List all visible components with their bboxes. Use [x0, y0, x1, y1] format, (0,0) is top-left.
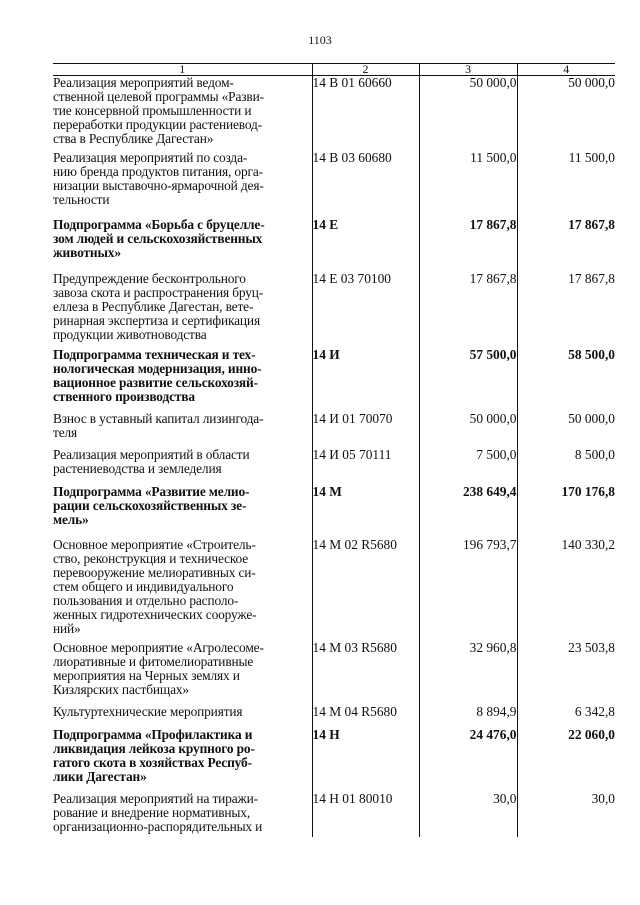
row-code: 14 И 01 70070 [312, 412, 419, 448]
row-name-line: женных гидротехнических сооруже- [53, 606, 257, 622]
row-value-col3: 50 000,0 [419, 76, 517, 151]
row-code: 14 И 05 70111 [312, 448, 419, 485]
row-name-line: стем общего и индивидуального [53, 578, 234, 594]
row-value-col4: 50 000,0 [517, 76, 615, 151]
row-name [53, 485, 312, 538]
row-name-line: нологическая модернизация, инно- [53, 360, 262, 376]
row-name-line: тельности [53, 191, 110, 207]
row-name-line: Взнос в уставный капитал лизингода- [53, 410, 264, 426]
row-name-line: Реализация мероприятий в области [53, 446, 250, 462]
row-name-line: рации сельскохозяйственных зе- [53, 497, 247, 513]
row-name-line: вационное развитие сельскохозяй- [53, 374, 258, 390]
row-value-col3: 30,0 [419, 792, 517, 837]
row-name [53, 151, 312, 218]
row-name-line: ринарная экспертиза и сертификация [53, 312, 260, 328]
row-name-line: ственной целевой программы «Разви- [53, 89, 264, 104]
table-row [53, 485, 615, 538]
row-name-line: пользования и отдельно располо- [53, 592, 239, 608]
row-code: 14 H 01 80010 [312, 792, 419, 837]
row-name-line: Подпрограмма «Борьба с бруцеллe- [53, 216, 265, 232]
row-name-line: организационно-распорядительных и [53, 818, 263, 834]
row-name-line: растениеводства и земледелия [53, 460, 222, 476]
table-row [53, 792, 615, 837]
row-name [53, 728, 312, 792]
row-name [53, 218, 312, 272]
row-value-col4: 23 503,8 [517, 641, 615, 705]
row-name-line: еллеза в Республике Дагестан, вете- [53, 298, 254, 314]
row-name [53, 641, 312, 705]
row-name-line: завоза скота и распространения бруц- [53, 284, 264, 300]
row-name-line: нию бренда продуктов питания, орга- [53, 163, 263, 179]
row-name-line: Реализация мероприятий по созда- [53, 149, 248, 165]
row-name [53, 348, 312, 412]
row-name-line: перевооружение мелиоративных си- [53, 564, 256, 580]
row-value-col3: 17 867,8 [419, 218, 517, 272]
table-row [53, 641, 615, 705]
row-name-line: Подпрограмма техническая и тех- [53, 346, 256, 362]
row-code: 14 M 04 R5680 [312, 705, 419, 728]
row-name-line: переработки продукции растениевод- [53, 117, 262, 132]
row-name-line: Культуртехнические мероприятия [53, 703, 243, 719]
row-value-col4: 170 176,8 [517, 485, 615, 538]
table-row [53, 151, 615, 218]
column-header-4: 4 [517, 64, 615, 76]
row-value-col3: 238 649,4 [419, 485, 517, 538]
row-name-line: рование и внедрение нормативных, [53, 804, 251, 820]
row-name [53, 76, 312, 151]
row-value-col4: 140 330,2 [517, 538, 615, 641]
row-name-line: теля [53, 424, 78, 440]
row-value-col4: 50 000,0 [517, 412, 615, 448]
row-name-line: лиоративные и фитомелиоративные [53, 653, 254, 669]
row-code: 14 M [312, 485, 419, 538]
row-value-col4: 30,0 [517, 792, 615, 837]
table-row [53, 272, 615, 348]
table-row [53, 705, 615, 728]
row-name-line: мель» [53, 511, 89, 527]
row-name-line: животных» [53, 244, 121, 260]
header-row [53, 64, 615, 76]
row-value-col3: 32 960,8 [419, 641, 517, 705]
row-value-col3: 196 793,7 [419, 538, 517, 641]
row-value-col4: 6 342,8 [517, 705, 615, 728]
row-name-line: Предупреждение бесконтрольного [53, 270, 246, 286]
column-header-1: 1 [53, 64, 312, 76]
row-value-col3: 17 867,8 [419, 272, 517, 348]
row-name-line: мероприятия на Черных землях и [53, 667, 240, 683]
row-name-line: Подпрограмма «Развитие мелио- [53, 483, 250, 499]
row-name-line: ство, реконструкция и техническое [53, 550, 249, 566]
table-row [53, 218, 615, 272]
row-code: 14 E 03 70100 [312, 272, 419, 348]
row-code: 14 H [312, 728, 419, 792]
row-value-col3: 50 000,0 [419, 412, 517, 448]
table-body [53, 76, 615, 837]
table-row [53, 412, 615, 448]
row-value-col3: 24 476,0 [419, 728, 517, 792]
row-name-line: лики Дагестан» [53, 768, 147, 784]
row-code: 14 B 03 60680 [312, 151, 419, 218]
row-name [53, 412, 312, 448]
row-name-line: Подпрограмма «Профилактика и [53, 726, 253, 742]
row-name-line: ства в Республике Дагестан» [53, 131, 214, 146]
row-name-line: зом людей и сельскохозяйственных [53, 230, 263, 246]
table-row [53, 728, 615, 792]
row-name [53, 272, 312, 348]
row-name [53, 792, 312, 837]
table-row [53, 76, 615, 151]
page-number: 1103 [308, 33, 332, 47]
table-row [53, 538, 615, 641]
row-name-line: тие консервной промышленности и [53, 103, 252, 118]
row-value-col3: 7 500,0 [419, 448, 517, 485]
row-value-col4: 8 500,0 [517, 448, 615, 485]
row-name-line: Основное мероприятие «Агролесоме- [53, 639, 264, 655]
row-name-line: ний» [53, 620, 81, 636]
row-code: 14 E [312, 218, 419, 272]
column-header-2: 2 [312, 64, 419, 76]
row-name [53, 705, 312, 728]
row-name [53, 448, 312, 485]
row-name-line: Основное мероприятие «Строитель- [53, 536, 256, 552]
row-code: 14 И [312, 348, 419, 412]
row-code: 14 M 03 R5680 [312, 641, 419, 705]
row-value-col4: 11 500,0 [517, 151, 615, 218]
row-name-line: продукции животноводства [53, 326, 207, 342]
row-value-col3: 11 500,0 [419, 151, 517, 218]
row-name [53, 538, 312, 641]
row-value-col4: 17 867,8 [517, 218, 615, 272]
row-name-line: Реализация мероприятий на тиражи- [53, 790, 258, 806]
row-code: 14 B 01 60660 [312, 76, 419, 151]
row-name-line: низации выставочно-ярмарочной дея- [53, 177, 264, 193]
row-code: 14 M 02 R5680 [312, 538, 419, 641]
row-value-col4: 17 867,8 [517, 272, 615, 348]
row-name-line: ликвидация лейкоза крупного ро- [53, 740, 255, 756]
row-value-col4: 58 500,0 [517, 348, 615, 412]
row-value-col3: 57 500,0 [419, 348, 517, 412]
row-value-col3: 8 894,9 [419, 705, 517, 728]
row-name-line: гатого скота в хозяйствах Респуб- [53, 754, 252, 770]
column-header-3: 3 [419, 64, 517, 76]
row-name-line: ственного производства [53, 388, 195, 404]
row-name-line: Кизлярских пастбищах» [53, 681, 189, 697]
table-row [53, 448, 615, 485]
table-row [53, 348, 615, 412]
row-name-line: Реализация мероприятий ведом- [53, 75, 234, 90]
row-value-col4: 22 060,0 [517, 728, 615, 792]
budget-table [53, 63, 615, 837]
